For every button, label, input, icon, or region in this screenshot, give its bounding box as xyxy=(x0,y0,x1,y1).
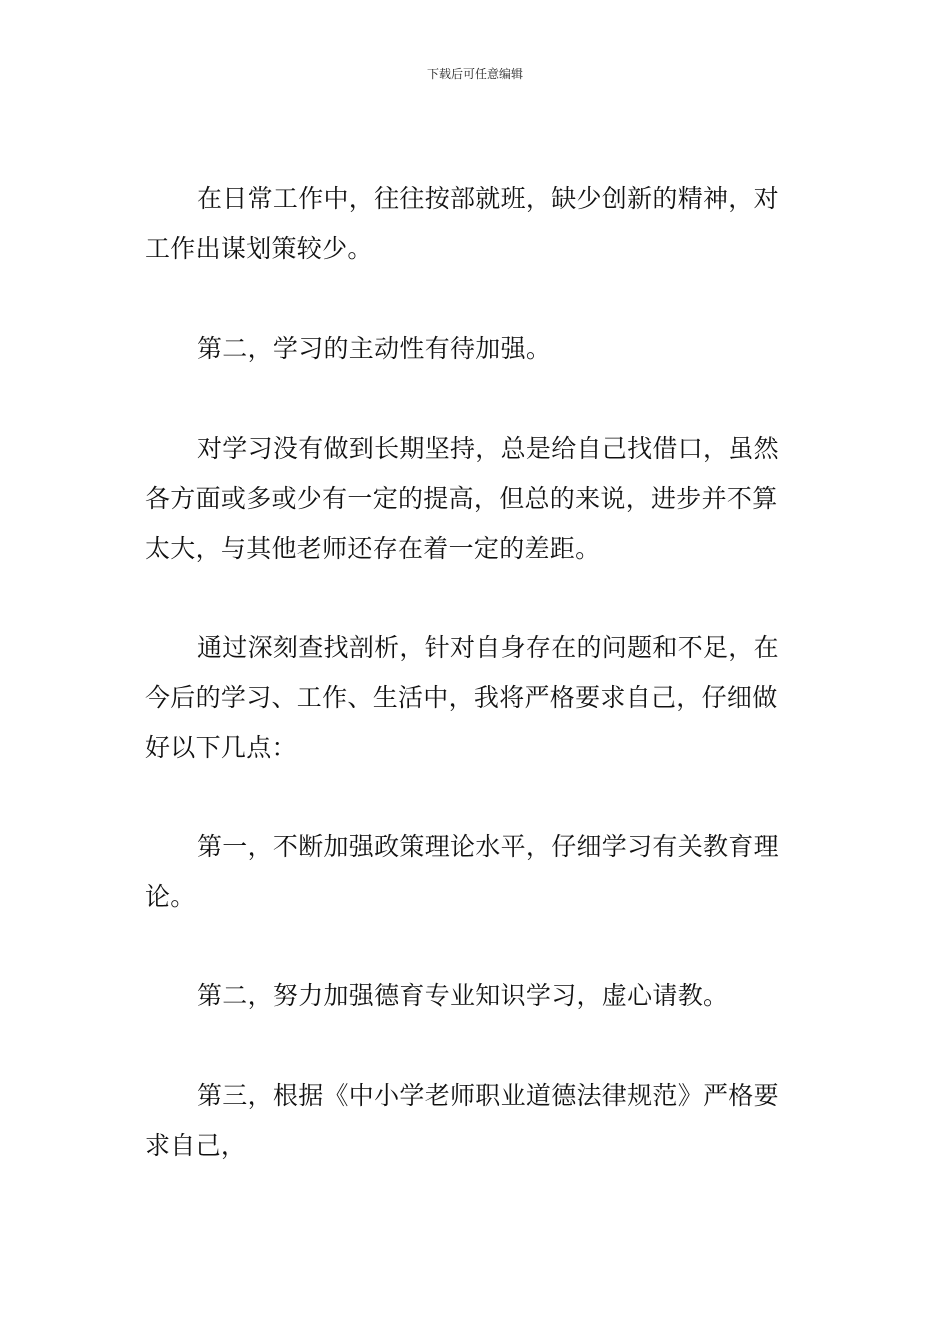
paragraph xyxy=(145,324,807,374)
text-line: 通过深刻查找剖析，针对自身存在的问题和不足，在 xyxy=(197,633,779,662)
text-line: 第三，根据《中小学老师职业道德法律规范》严格要 xyxy=(197,1081,779,1110)
text-line: 工作出谋划策较少。 xyxy=(145,234,373,263)
paragraph xyxy=(145,1071,807,1171)
paragraph xyxy=(145,971,807,1021)
text-line: 在日常工作中，往往按部就班，缺少创新的精神，对 xyxy=(197,184,779,213)
text-line: 第二，学习的主动性有待加强。 xyxy=(197,334,552,363)
paragraph xyxy=(145,424,807,574)
text-line: 好以下几点： xyxy=(145,733,297,762)
text-line: 第一，不断加强政策理论水平，仔细学习有关教育理 xyxy=(197,832,779,861)
text-line: 求自己， xyxy=(145,1131,247,1160)
paragraph xyxy=(145,174,807,274)
paragraph xyxy=(145,623,807,773)
text-line: 今后的学习、工作、生活中，我将严格要求自己，仔细做 xyxy=(145,683,778,712)
paragraph xyxy=(145,822,807,922)
text-line: 对学习没有做到长期坚持，总是给自己找借口，虽然 xyxy=(197,434,779,463)
text-line: 太大，与其他老师还存在着一定的差距。 xyxy=(145,534,601,563)
page-header: 下载后可任意编辑 xyxy=(426,67,523,81)
text-line: 第二，努力加强德育专业知识学习，虚心请教。 xyxy=(197,981,729,1010)
text-line: 各方面或多或少有一定的提高，但总的来说，进步并不算 xyxy=(145,484,778,513)
text-line: 论。 xyxy=(145,882,196,911)
